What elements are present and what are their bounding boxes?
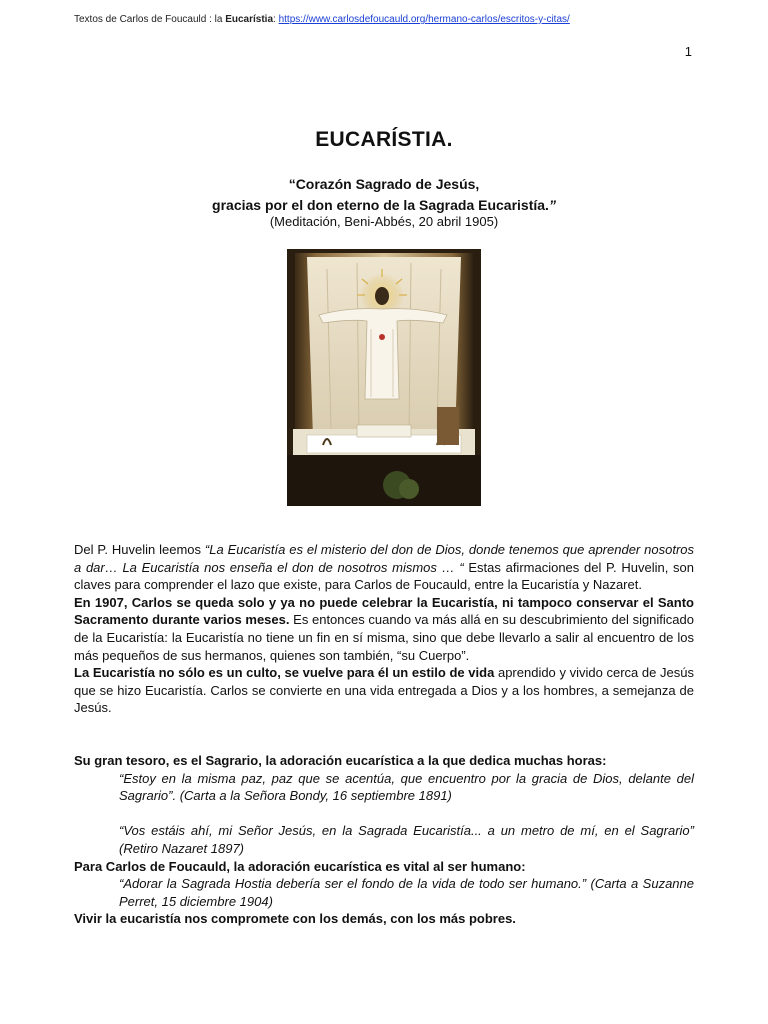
paragraph-2 [74,594,694,664]
subtitle-line-1: “Corazón Sagrado de Jesús, [288,176,480,192]
document-title: EUCARÍSTIA. [315,128,453,151]
spacer [74,805,694,823]
header-link[interactable]: https://www.carlosdefoucauld.org/hermano-carlos/escritos-y-citas/ [278,14,570,25]
section-2-heading: Para Carlos de Foucauld, la adoración eucarística es vital al ser humano: [74,858,526,874]
closing-line: Vivir la eucaristía nos compromete con los demás, con los más pobres. [74,911,516,927]
quote-2: “Vos estáis ahí, mi Señor Jesús, en la Sagrada Eucaristía... a un metro de mí, en el Sagrario” (Retiro Nazaret 1897) [119,823,694,856]
quote-3: “Adorar la Sagrada Hostia debería ser el fondo de la vida de todo ser humano.” (Carta a Suzanne Perret, 15 diciembre 1904) [119,876,694,909]
page-header [74,14,694,25]
subtitle-line-2: gracias por el don eterno de la Sagrada Eucaristía. [212,197,549,213]
p3-bold: La Eucaristía no sólo es un culto, se vuelve para él un estilo de vida [74,665,495,681]
subtitle-line-2-wrap [0,195,768,216]
header-prefix: Textos de Carlos de Foucauld : la [74,14,226,25]
p1-quote: “La Eucaristía es el misterio del don de Dios, donde tenemos que aprender nosotros a dar… La Eucaristía nos enseña el don de nosotros mismos … “ [74,542,694,575]
subtitle-source: (Meditación, Beni-Abbés, 20 abril 1905) [269,214,499,229]
subtitle [0,174,768,216]
p2-rest: Es entonces cuando va más allá en su descubrimiento del significado de la Eucaristía: la Eucaristía no tiene un fin en sí misma, sino que debe llevarlo a salir al encuentro de los más pequeños de sus hermanos, quienes son también, “su Cuerpo”. [74,612,694,663]
p3-rest: aprendido y vivido cerca de Jesús que se hizo Eucaristía. Carlos se convierte en una vida entregada a Dios y a los hombres, a semejanza de Jesús. [74,665,694,716]
p1-rest: Estas afirmaciones del P. Huvelin, son claves para comprender el lazo que existe, para Carlos de Foucauld, entre la Eucaristía y Nazaret. [74,559,695,593]
subtitle-close-quote: ” [548,197,556,213]
document-body [74,541,694,928]
p1-intro: Del P. Huvelin leemos [74,542,205,557]
header-bold-word: Eucarístia [225,14,274,25]
spacer [74,717,694,752]
section-1-heading: Su gran tesoro, es el Sagrario, la adoración eucarística a la que dedica muchas horas: [74,752,607,768]
chapel-altar-photo [287,249,481,506]
paragraph-1 [74,541,694,594]
page-number: 1 [684,44,692,59]
paragraph-3 [74,664,694,717]
header-colon: : [273,14,279,25]
quote-1: “Estoy en la misma paz, paz que se acentúa, que encuentro por la gracia de Dios, delante del Sagrario”. (Carta a la Señora Bondy, 16 septiembre 1891) [119,770,694,804]
p2-bold: En 1907, Carlos se queda solo y ya no puede celebrar la Eucaristía, ni tampoco conservar el Santo Sacramento durante varios meses. [74,594,694,628]
